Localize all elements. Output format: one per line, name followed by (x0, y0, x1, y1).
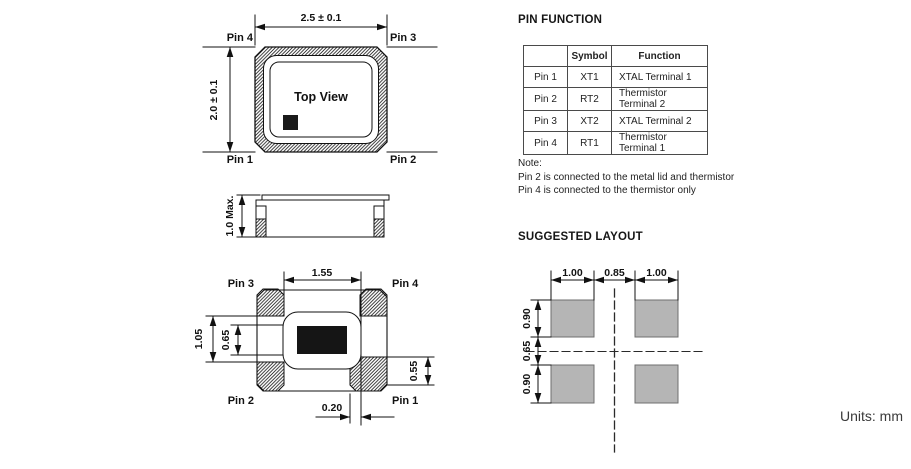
dim-opening-h: 0.65 (220, 329, 232, 351)
cell-symbol: RT2 (568, 88, 612, 111)
pad-pin3 (257, 289, 284, 316)
cell-function: Thermistor Terminal 1 (612, 132, 708, 155)
pad-pin4 (360, 289, 387, 316)
dim-pad-gap-v: 1.05 (193, 328, 205, 350)
dim-package-width: 2.5 ± 0.1 (300, 12, 342, 24)
note-label: Note: (518, 158, 542, 169)
suggested-layout-drawing (513, 252, 711, 464)
table-row (524, 111, 708, 132)
table-row (524, 88, 708, 111)
pin-function-title: PIN FUNCTION (518, 14, 603, 26)
side-terminal-left-metal (256, 219, 266, 237)
cell-pin: Pin 1 (524, 67, 568, 88)
dim-package-height: 2.0 ± 0.1 (208, 79, 220, 121)
pin-label-top-left: Pin 4 (226, 32, 253, 44)
dim-pad1-offset: 0.20 (321, 402, 343, 414)
cell-function: XTAL Terminal 1 (612, 67, 708, 88)
pin-label-bottom-right: Pin 1 (392, 395, 419, 407)
bottom-view-drawing (193, 267, 434, 425)
pin-label-top-right: Pin 4 (392, 278, 419, 290)
cell-pin: Pin 3 (524, 111, 568, 132)
cell-symbol: XT1 (568, 67, 612, 88)
cell-pin: Pin 2 (524, 88, 568, 111)
land-pad-bottom-right (635, 365, 678, 403)
side-body (256, 200, 384, 237)
cell-pin: Pin 4 (524, 132, 568, 155)
cell-function: Thermistor Terminal 2 (612, 88, 708, 111)
dim-bottom-pad-h: 0.90 (521, 373, 533, 395)
side-lid (262, 195, 389, 200)
pin-label-bottom-left: Pin 2 (227, 395, 254, 407)
land-pad-top-left (551, 300, 594, 337)
suggested-layout-title: SUGGESTED LAYOUT (518, 231, 643, 243)
thermistor-chip (297, 326, 347, 354)
dim-right-pad-w: 1.00 (646, 267, 667, 279)
header-symbol: Symbol (568, 46, 612, 67)
units-label: Units: mm (840, 408, 903, 424)
pin1-index-marker (283, 115, 298, 130)
top-view-drawing (203, 12, 437, 166)
header-pin (524, 46, 568, 67)
top-view-label: Top View (294, 90, 348, 104)
side-terminal-right-metal (374, 219, 384, 237)
pin-label-bottom-right: Pin 2 (390, 154, 417, 166)
dim-left-pad-w: 1.00 (562, 267, 583, 279)
cell-function: XTAL Terminal 2 (612, 111, 708, 132)
table-row (524, 132, 708, 155)
dim-pad-span: 1.55 (311, 267, 333, 279)
dim-top-pad-h: 0.90 (521, 308, 533, 329)
header-function: Function (612, 46, 708, 67)
dim-gap-w: 0.85 (604, 267, 625, 279)
side-view-drawing (224, 195, 389, 237)
dim-gap-h: 0.65 (521, 340, 533, 362)
pin-label-top-right: Pin 3 (390, 32, 417, 44)
note-block (518, 157, 734, 198)
pin-label-top-left: Pin 3 (227, 278, 254, 290)
dim-max-height: 1.0 Max. (224, 195, 236, 237)
pad-pin2 (257, 362, 284, 391)
pin-function-table (523, 45, 708, 155)
table-row (524, 67, 708, 88)
note-line: Pin 4 is connected to the thermistor only (518, 185, 696, 196)
cell-symbol: XT2 (568, 111, 612, 132)
note-line: Pin 2 is connected to the metal lid and thermistor (518, 171, 735, 183)
dim-pad1-h: 0.55 (408, 360, 420, 382)
pin-label-bottom-left: Pin 1 (226, 154, 253, 166)
land-pad-top-right (635, 300, 678, 337)
land-pad-bottom-left (551, 365, 594, 403)
table-header-row (524, 46, 708, 67)
cell-symbol: RT1 (568, 132, 612, 155)
